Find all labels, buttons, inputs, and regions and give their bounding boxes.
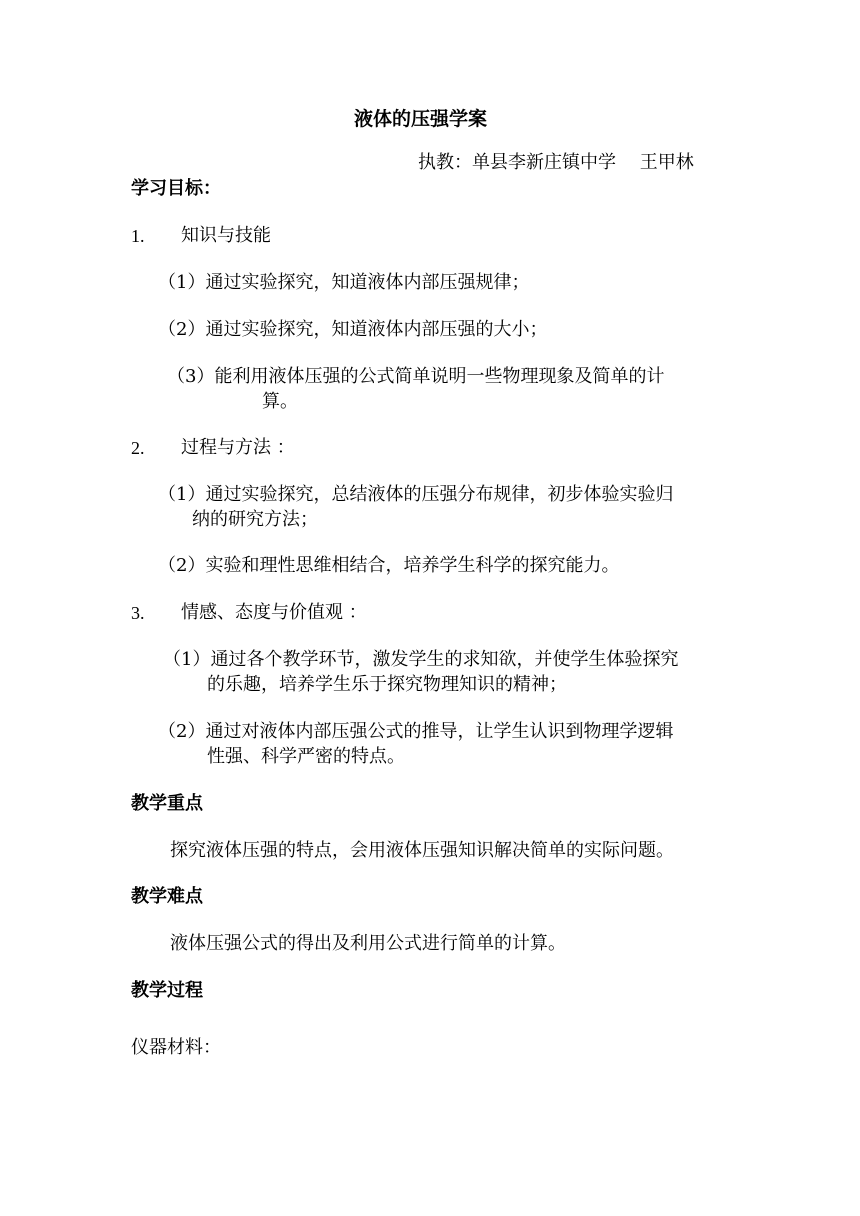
section2-label: 过程与方法 ：: [181, 437, 295, 458]
objectives-heading: 学习目标：: [131, 178, 221, 199]
section1-item-2: （2）通过实验探究，知道液体内部压强的大小；: [158, 319, 548, 340]
section3-item-2-cont: 性强、科学严密的特点。: [207, 746, 405, 767]
section3-item-2: （2）通过对液体内部压强公式的推导，让学生认识到物理学逻辑: [158, 721, 674, 742]
section1-label: 知识与技能: [181, 225, 271, 246]
materials-label: 仪器材料：: [131, 1037, 221, 1058]
section3-number: 3.: [131, 603, 145, 623]
difficulties-heading: 教学难点: [131, 886, 203, 907]
author-line: 执教：单县李新庄镇中学 王甲林: [418, 152, 694, 173]
section3-item-1: （1）通过各个教学环节，激发学生的求知欲，并使学生体验探究: [163, 649, 679, 670]
document-title: 液体的压强学案: [354, 108, 488, 130]
difficulties-text: 液体压强公式的得出及利用公式进行简单的计算。: [170, 933, 566, 954]
section1-item-1: （1）通过实验探究，知道液体内部压强规律；: [158, 272, 530, 293]
section2-item-1: （1）通过实验探究，总结液体的压强分布规律，初步体验实验归: [158, 484, 674, 505]
section1-item-3-cont: 算。: [262, 391, 298, 412]
section3-item-1-cont: 的乐趣，培养学生乐于探究物理知识的精神；: [207, 674, 567, 695]
section2-item-1-cont: 纳的研究方法；: [192, 509, 318, 530]
section2-number: 2.: [131, 438, 145, 458]
key-points-heading: 教学重点: [131, 793, 203, 814]
section1-item-3: （3）能利用液体压强的公式简单说明一些物理现象及简单的计: [167, 366, 665, 387]
section1-number: 1.: [131, 226, 145, 246]
section2-item-2: （2）实验和理性思维相结合，培养学生科学的探究能力。: [158, 555, 620, 576]
process-heading: 教学过程: [131, 980, 203, 1001]
key-points-text: 探究液体压强的特点，会用液体压强知识解决简单的实际问题。: [170, 840, 674, 861]
section3-label: 情感、态度与价值观 ：: [181, 602, 367, 623]
